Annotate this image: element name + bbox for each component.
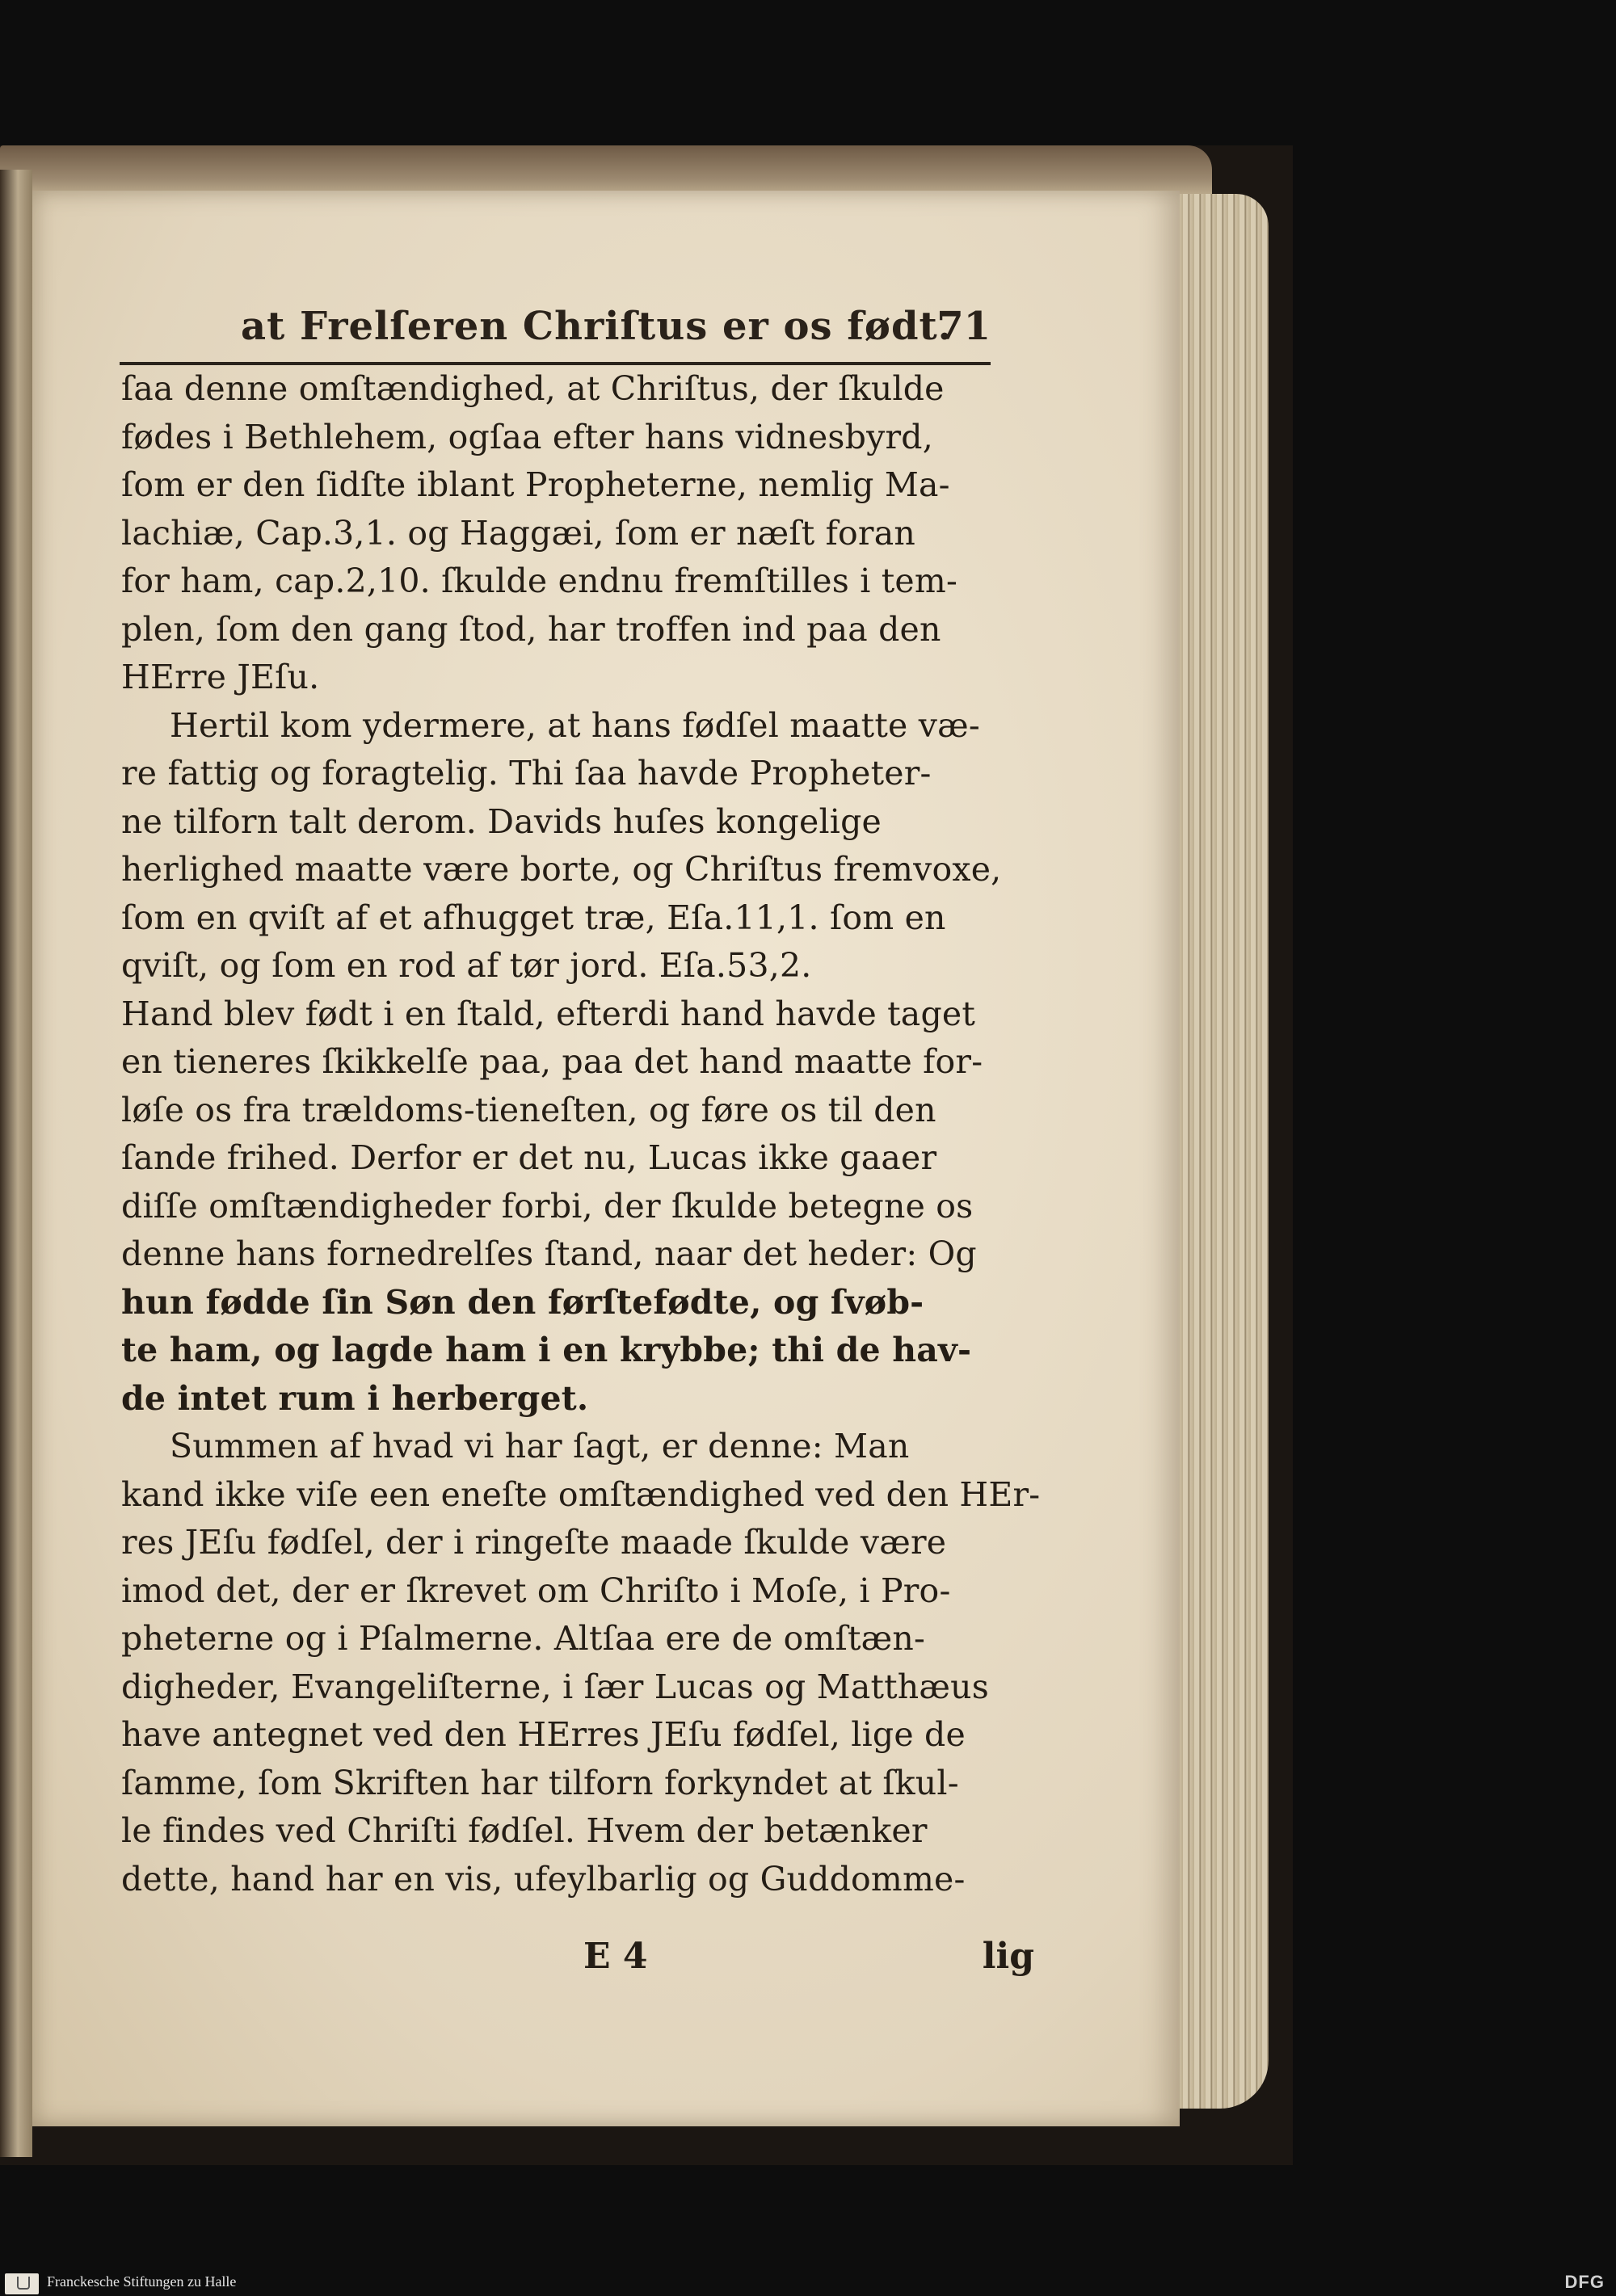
- text-line: Hand blev født i en ſtald, efterdi hand havde taget: [121, 994, 976, 1033]
- text-line: have antegnet ved den HErres JEſu fødſel, lige de: [121, 1715, 966, 1754]
- text-line: en tieneres ſkikkelſe paa, paa det hand maatte for-: [121, 1042, 983, 1081]
- running-head: [120, 304, 991, 365]
- text-line: ſaa denne omſtændighed, at Chriſtus, der ſkulde: [121, 369, 945, 408]
- text-line: ſom en qviſt af et afhugget træ, Eſa.11,1. ſom en: [121, 898, 946, 937]
- left-page-edge: [0, 170, 32, 2157]
- text-line: herlighed maatte være borte, og Chriſtus fremvoxe,: [121, 850, 1002, 889]
- text-line: denne hans fornedrelſes ſtand, naar det heder: Og: [121, 1234, 977, 1273]
- text-line: Summen af hvad vi har ſagt, er denne: Man: [170, 1427, 910, 1465]
- text-line: dette, hand har en vis, ufeylbarlig og Guddomme-: [121, 1859, 966, 1899]
- text-line: fødes i Bethlehem, ogſaa efter hans vidnesbyrd,: [121, 417, 933, 456]
- text-line: ſom er den ſidſte iblant Propheterne, nemlig Ma-: [121, 465, 950, 504]
- page-number: 71: [936, 304, 991, 349]
- text-line: res JEſu fødſel, der i ringeſte maade ſkulde være: [121, 1523, 947, 1562]
- text-line: pheterne og i Pſalmerne. Altſaa ere de omſtæn-: [121, 1619, 926, 1658]
- text-line: ſamme, ſom Skriften har tilforn forkyndet at ſkul-: [121, 1763, 959, 1802]
- page-foot: [121, 1936, 1034, 1984]
- text-line: le findes ved Chriſti fødſel. Hvem der betænker: [121, 1811, 928, 1850]
- text-line: løſe os fra trældoms-tieneſten, og føre os til den: [121, 1090, 936, 1129]
- dfg-logo: DFG: [1564, 2272, 1605, 2292]
- catchword: lig: [982, 1936, 1034, 1977]
- text-line: Hertil kom ydermere, at hans fødſel maatte væ-: [170, 705, 980, 745]
- text-line-emphasis: te ham, og lagde ham i en krybbe; thi de hav-: [121, 1331, 972, 1369]
- text-line-emphasis: hun fødde ſin Søn den førſtefødte, og ſvøb-: [121, 1282, 924, 1322]
- institution-name: Franckesche Stiftungen zu Halle: [47, 2273, 237, 2290]
- viewer-footer: [0, 2270, 1616, 2296]
- text-line: digheder, Evangeliſterne, i ſær Lucas og Matthæus: [121, 1667, 989, 1706]
- text-line: lachiæ, Cap.3,1. og Haggæi, ſom er næſt foran: [121, 513, 915, 553]
- running-title: at Frelſeren Chriſtus er os født.: [241, 304, 953, 349]
- text-line: plen, ſom den gang ſtod, har troffen ind paa den: [121, 609, 941, 649]
- text-line: re fattig og foragtelig. Thi ſaa havde Propheter-: [121, 754, 932, 793]
- text-line: imod det, der er ſkrevet om Chriſto i Moſe, i Pro-: [121, 1571, 951, 1610]
- signature-mark: E 4: [583, 1936, 648, 1977]
- text-line: HErre JEſu.: [121, 658, 320, 696]
- text-line: ne tilforn talt derom. Davids huſes kongelige: [121, 801, 882, 841]
- body-text: [121, 365, 1041, 1903]
- text-line-emphasis: de intet rum i herberget.: [121, 1378, 589, 1418]
- text-line: diſſe omſtændigheder forbi, der ſkulde betegne os: [121, 1186, 974, 1226]
- text-line: for ham, cap.2,10. ſkulde endnu fremſtilles i tem-: [121, 561, 958, 600]
- text-line: kand ikke viſe een eneſte omſtændighed ved den HEr-: [121, 1474, 1041, 1514]
- text-line: ſande frihed. Derfor er det nu, Lucas ikke gaaer: [121, 1138, 937, 1177]
- text-line: qviſt, og ſom en rod af tør jord. Eſa.53,2.: [121, 946, 812, 985]
- building-icon: [17, 2277, 30, 2290]
- institution-logo-icon: [5, 2273, 39, 2294]
